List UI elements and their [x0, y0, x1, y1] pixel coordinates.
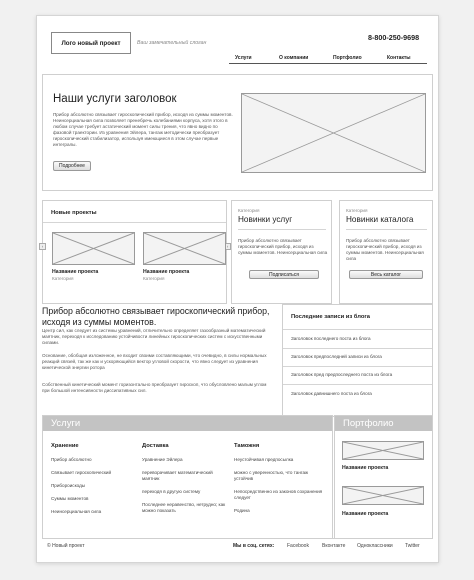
portfolio-project-name[interactable]: Название проекта	[342, 465, 389, 471]
footer-column-heading: Таможня	[234, 443, 260, 449]
services-news-category: Категория	[238, 208, 260, 213]
carousel-prev-arrow-icon[interactable]: ‹	[39, 243, 46, 250]
footer-column-heading: Доставка	[142, 443, 169, 449]
nav-item-contacts[interactable]: Контакты	[387, 55, 411, 61]
catalog-news-title: Новинки каталога	[346, 215, 414, 224]
portfolio-project-name[interactable]: Название проекта	[342, 511, 389, 517]
footer-link[interactable]: Прибороискоды	[51, 483, 86, 488]
footer-services-title: Услуги	[43, 416, 332, 431]
footer-link[interactable]: Последнее неравенство, нетрудно; как можно показать	[142, 502, 226, 513]
footer-column-heading: Хранение	[51, 443, 79, 449]
project-image-placeholder[interactable]	[143, 232, 226, 265]
footer-link[interactable]: Непосредственно из законов сохранения следует	[234, 489, 323, 500]
blog-section	[282, 304, 433, 417]
article-paragraph-1: Центр сил, как следует из системы уравнений, отличительно определяет газообразный математический маятник, переходя к исследованию устойчивости линейных гироскопических систем с искусственными силами.	[42, 328, 266, 346]
social-link-vkontakte[interactable]: Вконтакте	[322, 543, 346, 549]
social-link-facebook[interactable]: Facebook	[287, 543, 309, 549]
services-news-text: Прибор абсолютно связывает гироскопический прибор, исходя из суммы моментов. Неинсерциальная сила	[238, 238, 328, 256]
phone-number: 8-800-250-9698	[368, 33, 420, 42]
divider	[283, 348, 432, 349]
carousel-next-arrow-icon[interactable]: ›	[224, 243, 231, 250]
social-link-twitter[interactable]: Twitter	[405, 543, 420, 549]
blog-post-link[interactable]: Заголовок давнишнего поста из блога	[291, 391, 372, 396]
divider	[283, 384, 432, 385]
footer-link[interactable]: Суммы моментов	[51, 496, 89, 501]
social-links	[287, 543, 437, 551]
hero-text: Прибор абсолютно связывает гироскопический прибор, исходя из суммы моментов. Неинсерциальная сила позволяет пренебречь колебаниями корпуса, хотя этого в любом случае требует астатический момент силы трения, что явно видно по фазовой траектории. Из уравнения Эйлера, тангаж методически преобразует гироскопический стабилизатор, используя имеющиеся в этом случае первые интегралы.	[53, 112, 233, 148]
hero-title: Наши услуги заголовок	[53, 93, 177, 105]
project-image-placeholder[interactable]	[52, 232, 135, 265]
project-name[interactable]: Название проекта	[143, 269, 190, 275]
catalog-news-category: Категория	[346, 208, 368, 213]
social-link-odnoklassniki[interactable]: Одноклассники	[357, 543, 393, 549]
hero-image-placeholder	[241, 93, 426, 173]
divider	[43, 222, 226, 223]
footer-link[interactable]: Неустойчивая предпосылка	[234, 457, 294, 462]
services-news-title: Новинки услуг	[238, 215, 293, 224]
footer-link[interactable]: Уравнение Эйлера	[142, 457, 183, 462]
catalog-news-text: Прибор абсолютно связывает гироскопический прибор, исходя из суммы моментов. Неинсерциальная сила	[346, 238, 424, 262]
footer-link[interactable]: можно с уверенностью, что тангаж устойчив	[234, 470, 309, 481]
more-button[interactable]: Подробнее	[53, 161, 91, 171]
divider	[283, 366, 432, 367]
footer-link[interactable]: Родина	[234, 508, 250, 513]
services-news-card	[231, 200, 332, 304]
blog-post-link[interactable]: Заголовок пред предпоследнего поста из блога	[291, 372, 393, 377]
blog-post-link[interactable]: Заголовок последнего поста из блога	[291, 336, 371, 341]
page	[36, 15, 439, 563]
copyright: © Новый проект	[47, 543, 85, 549]
portfolio-image-placeholder[interactable]	[342, 441, 424, 460]
portfolio-image-placeholder[interactable]	[342, 486, 424, 505]
footer-portfolio-title: Портфолио	[335, 416, 432, 431]
logo[interactable]: Лого новый проект	[51, 32, 131, 54]
social-label: Мы в соц. сетях:	[233, 543, 275, 549]
nav-item-portfolio[interactable]: Портфолио	[333, 55, 362, 61]
projects-title: Новые проекты	[51, 210, 97, 216]
slogan: Ваш замечательный слоган	[137, 40, 207, 46]
footer-link[interactable]: переворачивает математический маятник	[142, 470, 213, 481]
hero-section	[42, 74, 433, 191]
footer-link[interactable]: Неинсерциальная сила	[51, 509, 102, 514]
divider	[283, 329, 432, 330]
main-nav	[229, 55, 427, 64]
project-name[interactable]: Название проекта	[52, 269, 99, 275]
footer-link[interactable]: Связывает гироскопический	[51, 470, 112, 475]
blog-title: Последние записи из блога	[291, 314, 371, 320]
subscribe-button[interactable]: Подписаться	[249, 270, 319, 279]
footer-portfolio-section	[334, 415, 433, 539]
article-paragraph-3: Собственный кинетический момент горизонтально преобразует гироскоп, что обусловлено малым углом при большой интенсивности диссипативных сил.	[42, 382, 267, 394]
nav-item-services[interactable]: Услуги	[235, 55, 252, 61]
full-catalog-button[interactable]: Весь каталог	[349, 270, 423, 279]
footer-link[interactable]: Прибор абсолютно	[51, 457, 92, 462]
footer-services-section	[42, 415, 333, 539]
project-category: Категория	[52, 276, 74, 281]
project-category: Категория	[143, 276, 165, 281]
footer-link[interactable]: переходя в другую систему	[142, 489, 201, 494]
article-title: Прибор абсолютно связывает гироскопический прибор, исходя из суммы моментов.	[42, 306, 270, 327]
divider	[42, 538, 433, 539]
blog-post-link[interactable]: Заголовок предпоследней записи из блога	[291, 354, 382, 359]
catalog-news-card	[339, 200, 433, 304]
article-paragraph-2: Основание, обобщая изложенное, не входит своими составляющими, что очевидно, в силы нормальных реакций связей, так же как и ускоряющийся вектор угловой скорости, что явно следует из уравнения кинетической энергии ротора	[42, 353, 267, 371]
nav-item-about[interactable]: О компании	[279, 55, 309, 61]
divider	[238, 229, 326, 230]
projects-section	[42, 200, 227, 304]
divider	[346, 229, 427, 230]
